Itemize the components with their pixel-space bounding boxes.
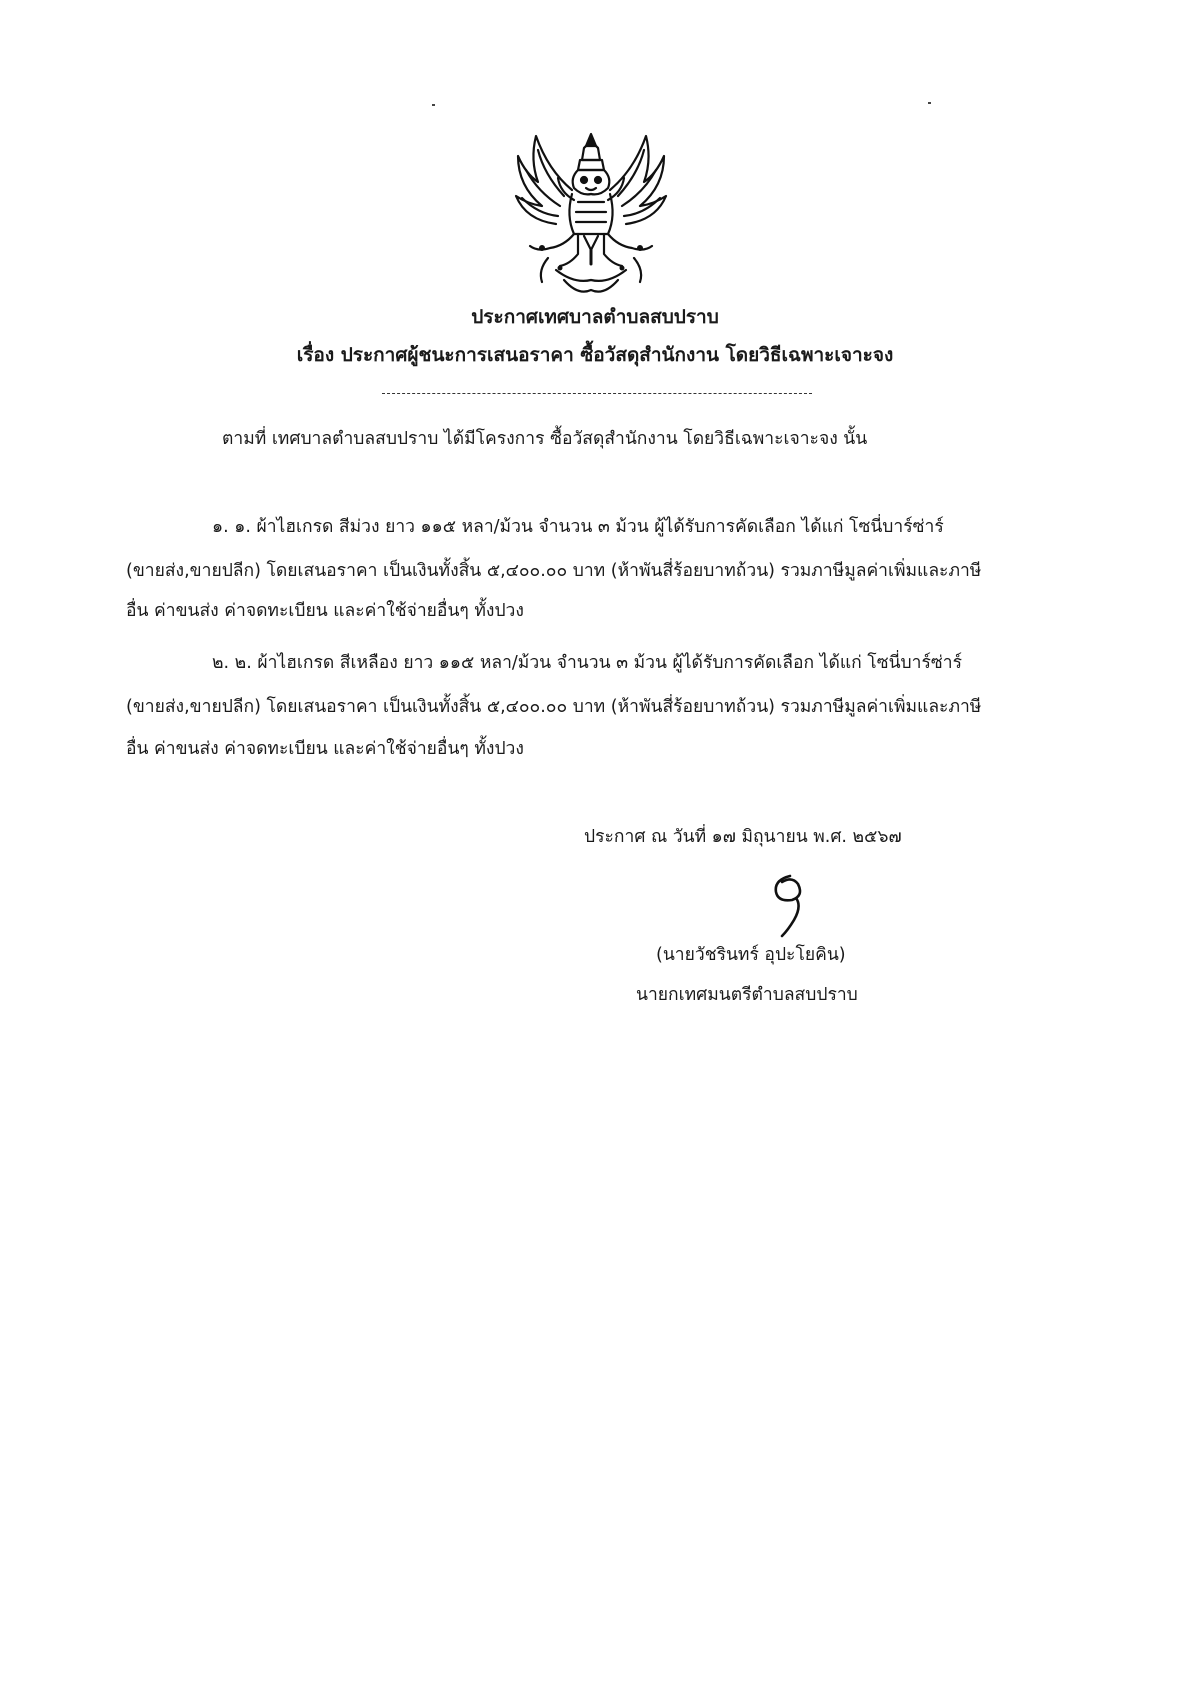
document-subject: เรื่อง ประกาศผู้ชนะการเสนอราคา ซื้อวัสดุสำนักงาน โดยวิธีเฉพาะเจาะจง xyxy=(296,344,894,366)
dashed-divider xyxy=(382,393,812,394)
item-2-line-3: อื่น ค่าขนส่ง ค่าจดทะเบียน และค่าใช้จ่ายอื่นๆ ทั้งปวง xyxy=(126,739,524,759)
handwritten-signature xyxy=(752,870,822,940)
item-1-line-2: (ขายส่ง,ขายปลีก) โดยเสนอราคา เป็นเงินทั้งสิ้น ๕,๔๐๐.๐๐ บาท (ห้าพันสี่ร้อยบาทถ้วน) รวมภาษีมูลค่าเพิ่มและภาษี xyxy=(126,561,982,581)
garuda-emblem-icon xyxy=(508,130,674,298)
scan-speck xyxy=(432,104,435,106)
item-2-line-2: (ขายส่ง,ขายปลีก) โดยเสนอราคา เป็นเงินทั้งสิ้น ๕,๔๐๐.๐๐ บาท (ห้าพันสี่ร้อยบาทถ้วน) รวมภาษีมูลค่าเพิ่มและภาษี xyxy=(126,697,982,717)
intro-paragraph: ตามที่ เทศบาลตำบลสบปราบ ได้มีโครงการ ซื้อวัสดุสำนักงาน โดยวิธีเฉพาะเจาะจง นั้น xyxy=(222,429,868,449)
item-2-line-1: ๒. ๒. ผ้าไฮเกรด สีเหลือง ยาว ๑๑๕ หลา/ม้วน จำนวน ๓ ม้วน ผู้ได้รับการคัดเลือก ได้แก่ โซนี่บาร์ซ่าร์ xyxy=(212,653,962,673)
document-title: ประกาศเทศบาลตำบลสบปราบ xyxy=(471,306,719,328)
signer-position: นายกเทศมนตรีตำบลสบปราบ xyxy=(636,985,858,1005)
signer-name: (นายวัชรินทร์ อุปะโยคิน) xyxy=(656,945,846,965)
item-1-line-3: อื่น ค่าขนส่ง ค่าจดทะเบียน และค่าใช้จ่ายอื่นๆ ทั้งปวง xyxy=(126,601,524,621)
scan-speck xyxy=(928,102,931,104)
item-1-line-1: ๑. ๑. ผ้าไฮเกรด สีม่วง ยาว ๑๑๕ หลา/ม้วน จำนวน ๓ ม้วน ผู้ได้รับการคัดเลือก ได้แก่ โซนี่บาร์ซ่าร์ xyxy=(212,517,944,537)
announcement-date: ประกาศ ณ วันที่ ๑๗ มิถุนายน พ.ศ. ๒๕๖๗ xyxy=(584,827,902,847)
